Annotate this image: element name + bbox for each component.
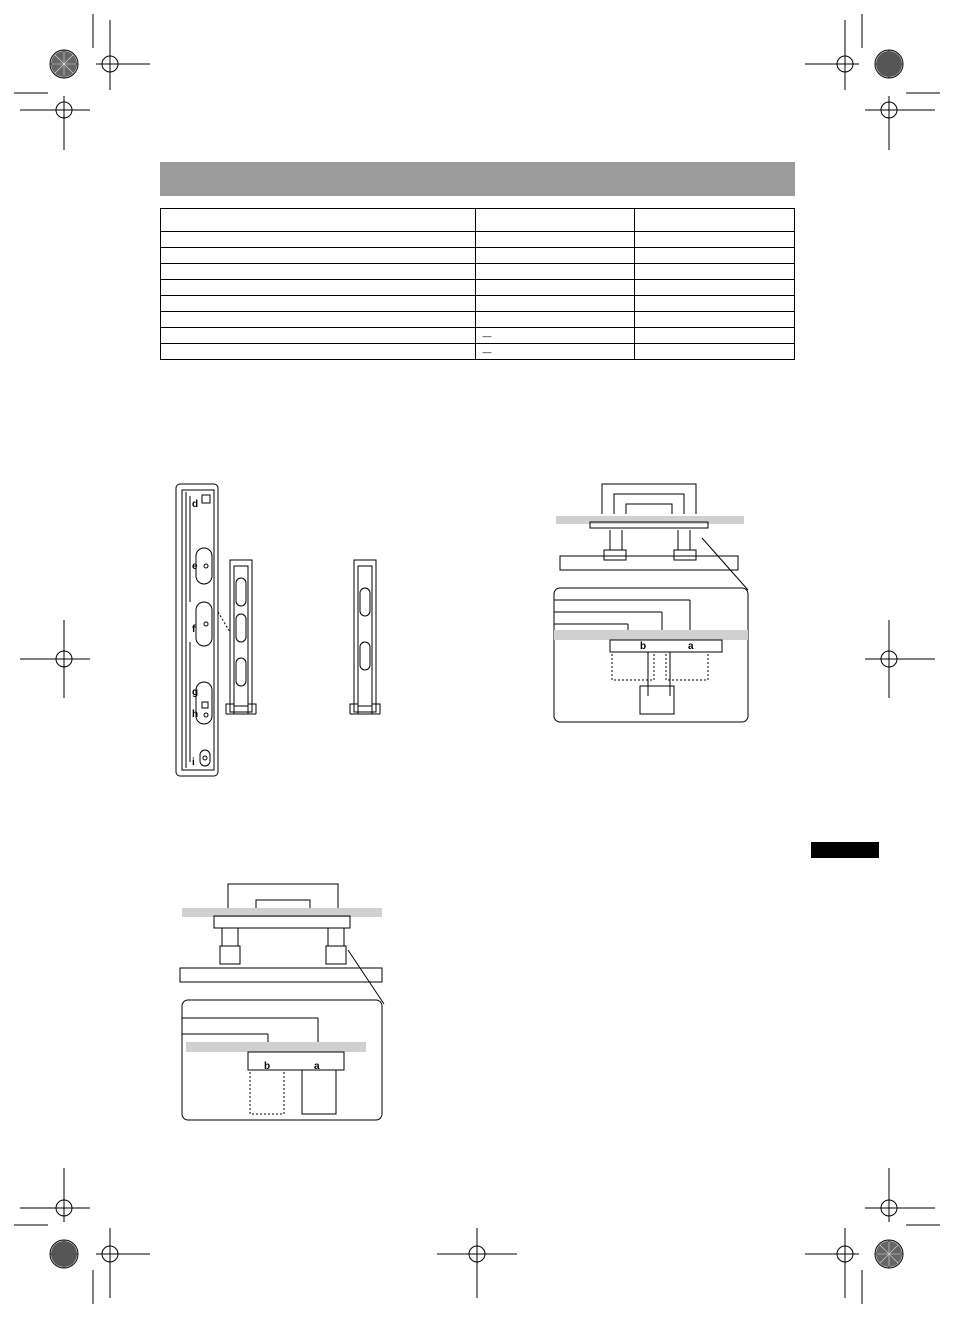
table-row xyxy=(161,248,795,264)
table-cell xyxy=(476,312,635,328)
callout-label-a: a xyxy=(314,1061,320,1072)
table-cell xyxy=(476,344,635,360)
slot-label-i: i xyxy=(192,757,195,768)
table-cell xyxy=(476,264,635,280)
table-row xyxy=(161,344,795,360)
table-cell xyxy=(635,296,795,312)
table-cell xyxy=(635,232,795,248)
top-view-diagram-right xyxy=(552,478,752,726)
callout-label-b: b xyxy=(264,1061,271,1072)
table-cell xyxy=(635,344,795,360)
table-cell xyxy=(476,280,635,296)
table-row xyxy=(161,328,795,344)
table-row xyxy=(161,280,795,296)
table-cell xyxy=(161,232,476,248)
table-cell xyxy=(635,248,795,264)
table-cell xyxy=(635,264,795,280)
callout-label-b: b xyxy=(640,641,647,652)
dash-mark: — xyxy=(482,346,492,357)
table-cell xyxy=(635,328,795,344)
dash-mark: — xyxy=(482,330,492,341)
callout-panel xyxy=(554,588,748,722)
table-cell xyxy=(161,264,476,280)
table-row xyxy=(161,264,795,280)
slot-label-h: h xyxy=(192,709,199,720)
table-row xyxy=(161,232,795,248)
slot-label-f: f xyxy=(192,624,196,635)
table-cell xyxy=(161,280,476,296)
table-cell xyxy=(161,248,476,264)
table-cell xyxy=(161,296,476,312)
table-cell xyxy=(476,209,635,232)
callout-label-a: a xyxy=(688,641,694,652)
slot-label-d: d xyxy=(192,499,199,510)
table-cell xyxy=(161,209,476,232)
table-cell xyxy=(476,232,635,248)
table-cell xyxy=(635,280,795,296)
slot-label-e: e xyxy=(192,561,198,572)
table-row xyxy=(161,209,795,232)
table-cell xyxy=(635,209,795,232)
mounting-slot xyxy=(196,682,212,724)
table-cell xyxy=(476,296,635,312)
section-header-bar xyxy=(160,162,795,196)
table-cell xyxy=(476,248,635,264)
section-tab-marker xyxy=(811,842,879,858)
table-cell xyxy=(476,328,635,344)
table-row xyxy=(161,312,795,328)
table-cell xyxy=(635,312,795,328)
bracket-side-diagram xyxy=(170,482,400,782)
top-view-diagram-bottom xyxy=(178,880,388,1124)
table-cell xyxy=(161,312,476,328)
table-row xyxy=(161,296,795,312)
spec-table xyxy=(160,208,795,360)
slot-label-g: g xyxy=(192,687,199,698)
table-cell xyxy=(161,344,476,360)
table-cell xyxy=(161,328,476,344)
